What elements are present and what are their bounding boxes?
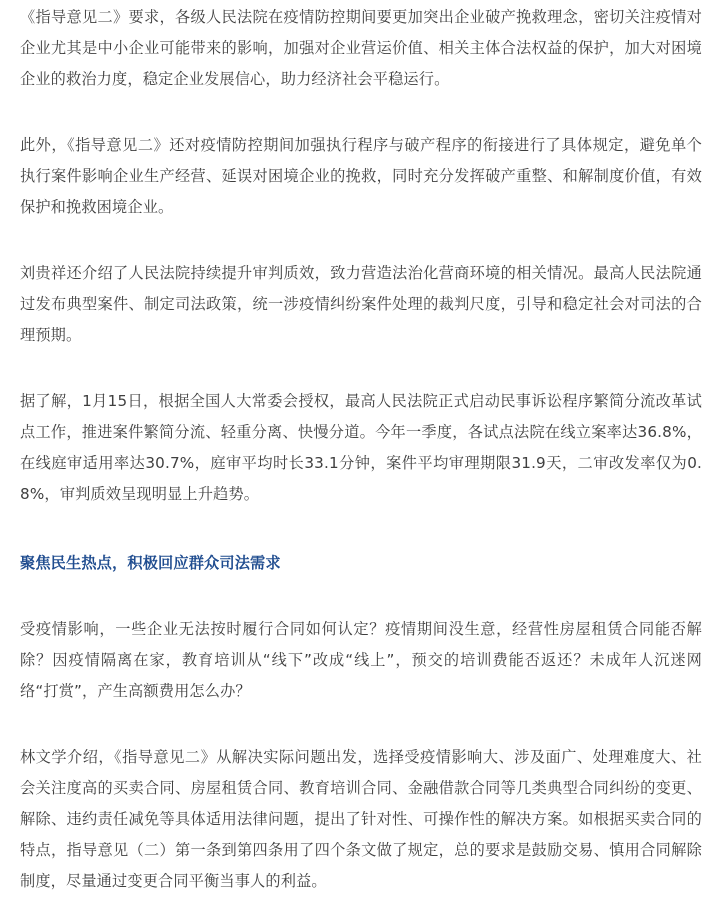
paragraph-enforcement-bankruptcy: 此外，《指导意见二》还对疫情防控期间加强执行程序与破产程序的衔接进行了具体规定，避免单个执行案件影响企业生产经营、延误对困境企业的挽救，同时充分发挥破产重整、和解制度价值，有效保护和挽救困境企业。 xyxy=(20,136,702,216)
paragraph-trial-quality: 刘贵祥还介绍了人民法院持续提升审判质效，致力营造法治化营商环境的相关情况。最高人民法院通过发布典型案件、制定司法政策，统一涉疫情纠纷案件处理的裁判尺度，引导和稳定社会对司法的合理预期。 xyxy=(20,264,702,344)
paragraph-solutions: 林文学介绍，《指导意见二》从解决实际问题出发，选择受疫情影响大、涉及面广、处理难度大、社会关注度高的买卖合同、房屋租赁合同、教育培训合同、金融借款合同等几类典型合同纠纷的变更、解除、违约责任减免等具体适用法律问题，提出了针对性、可操作性的解决方案。如根据买卖合同的特点，指导意见（二）第一条到第四条用了四个条文做了规定，总的要求是鼓励交易、慎用合同解除制度，尽量通过变更合同平衡当事人的利益。 xyxy=(20,748,702,890)
paragraph-reform-pilot: 据了解，1月15日，根据全国人大常委会授权，最高人民法院正式启动民事诉讼程序繁简分流改革试点工作，推进案件繁简分流、轻重分离、快慢分道。今年一季度，各试点法院在线立案率达36.8%，在线庭审适用率达30.7%，庭审平均时长33.1分钟，案件平均审理期限31.9天，二审改发率仅为0.8%，审判质效呈现明显上升趋势。 xyxy=(20,392,702,503)
section-heading: 聚焦民生热点，积极回应群众司法需求 xyxy=(20,554,281,572)
paragraph-pandemic-questions: 受疫情影响，一些企业无法按时履行合同如何认定？疫情期间没生意，经营性房屋租赁合同能否解除？因疫情隔离在家，教育培训从“线下”改成“线上”，预交的培训费能否返还？未成年人沉迷网络“打赏”，产生高额费用怎么办？ xyxy=(20,620,702,700)
paragraph-guidance-requirements: 《指导意见二》要求，各级人民法院在疫情防控期间要更加突出企业破产挽救理念，密切关注疫情对企业尤其是中小企业可能带来的影响，加强对企业营运价值、相关主体合法权益的保护，加大对困境企业的救治力度，稳定企业发展信心，助力经济社会平稳运行。 xyxy=(20,8,702,88)
